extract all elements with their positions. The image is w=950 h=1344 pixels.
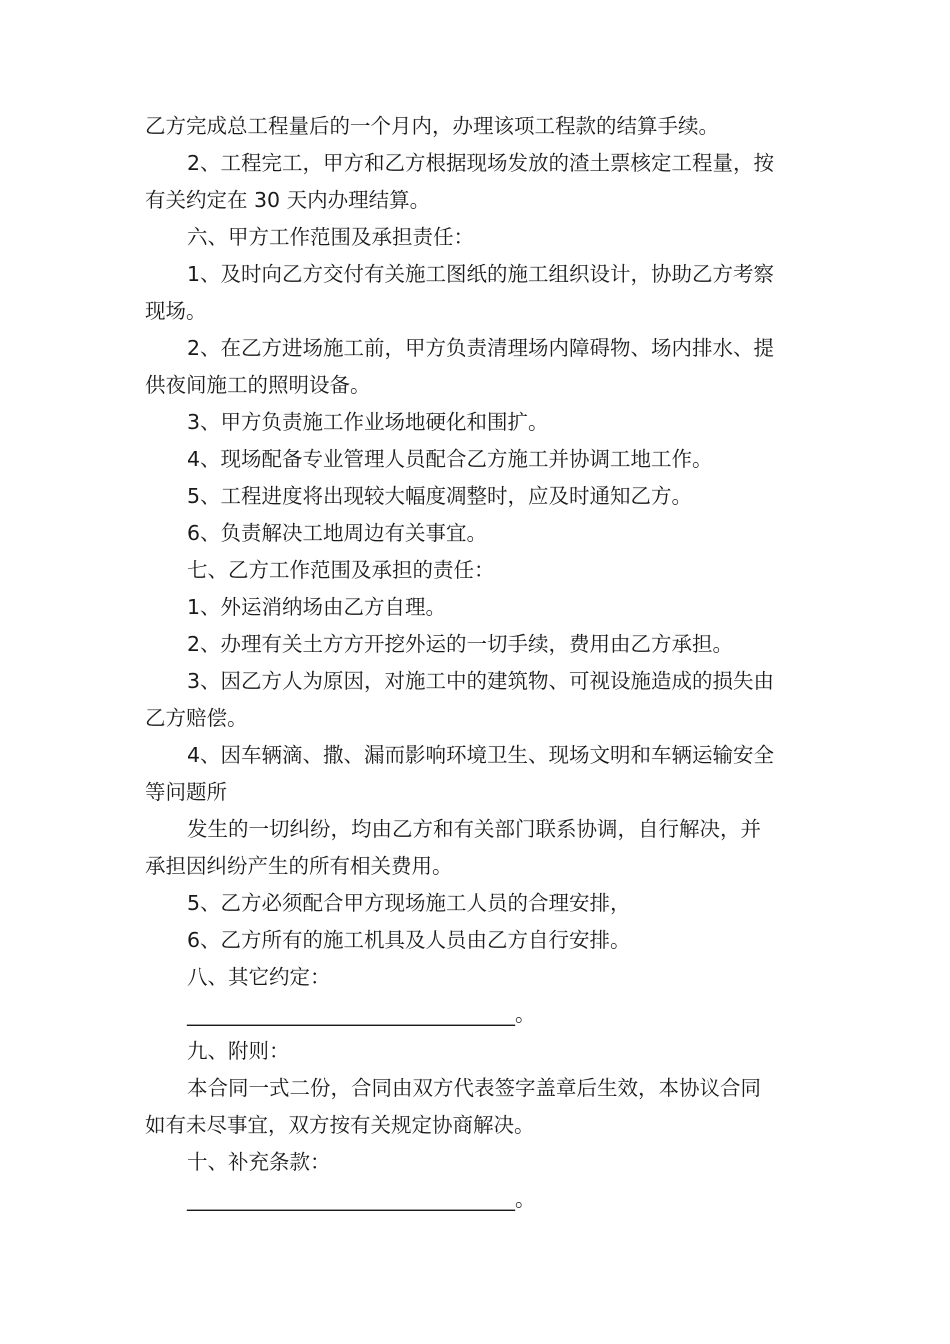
text-line: 供夜间施工的照明设备。 (145, 373, 371, 397)
text-line: 六、甲方工作范围及承担责任： (187, 225, 474, 249)
text-line: 5、工程进度将出现较大幅度凋整时，应及时通知乙方。 (187, 484, 693, 508)
text-line: 4、因车辆滴、撒、漏而影响环境卫生、现场文明和车辆运输安全 (187, 743, 775, 767)
text-line: 等问题所 (145, 780, 227, 804)
text-line: 3、甲方负责施工作业场地硬化和围扩。 (187, 410, 549, 434)
text-line: 1、及时向乙方交付有关施工图纸的施工组织设计，协助乙方考察 (187, 262, 775, 286)
text-line: 2、工程完工，甲方和乙方根据现场发放的渣土票核定工程量，按 (187, 151, 775, 175)
text-line: 承担因纠纷产生的所有相关费用。 (145, 854, 453, 878)
text-line: 2、在乙方进场施工前，甲方负责清理场内障碍物、场内排水、提 (187, 336, 775, 360)
text-line: 如有未尽事宜，双方按有关规定协商解决。 (145, 1113, 535, 1137)
text-line: 4、现场配备专业管理人员配合乙方施工并协调工地工作。 (187, 447, 713, 471)
text-line: 3、因乙方人为原因，对施工中的建筑物、可视设施造成的损失由 (187, 669, 775, 693)
text-line: 发生的一切纠纷，均由乙方和有关部门联系协调，自行解决，并 (187, 817, 761, 841)
text-line: ________________________________。 (187, 1187, 536, 1211)
text-line: 十、补充条款： (187, 1150, 331, 1174)
text-line: 乙方赔偿。 (145, 706, 248, 730)
text-line: 本合同一式二份，合同由双方代表签字盖章后生效，本协议合同 (187, 1076, 761, 1100)
text-line: 乙方完成总工程量后的一个月内，办理该项工程款的结算手续。 (145, 114, 719, 138)
text-line: 现场。 (145, 299, 207, 323)
text-line: 6、负责解决工地周边有关事宜。 (187, 521, 488, 545)
text-line: ________________________________。 (187, 1002, 536, 1026)
text-line: 2、办理有关土方方开挖外运的一切手续，费用由乙方承担。 (187, 632, 734, 656)
text-line: 5、乙方必须配合甲方现场施工人员的合理安排， (187, 891, 631, 915)
text-line: 1、外运消纳场由乙方自理。 (187, 595, 447, 619)
text-line: 九、附则： (187, 1039, 290, 1063)
text-line: 有关约定在 30 天内办理结算。 (145, 188, 431, 212)
text-line: 七、乙方工作范围及承担的责任： (187, 558, 495, 582)
document-body (145, 108, 810, 1218)
text-line: 八、其它约定： (187, 965, 331, 989)
text-line: 6、乙方所有的施工机具及人员由乙方自行安排。 (187, 928, 631, 952)
